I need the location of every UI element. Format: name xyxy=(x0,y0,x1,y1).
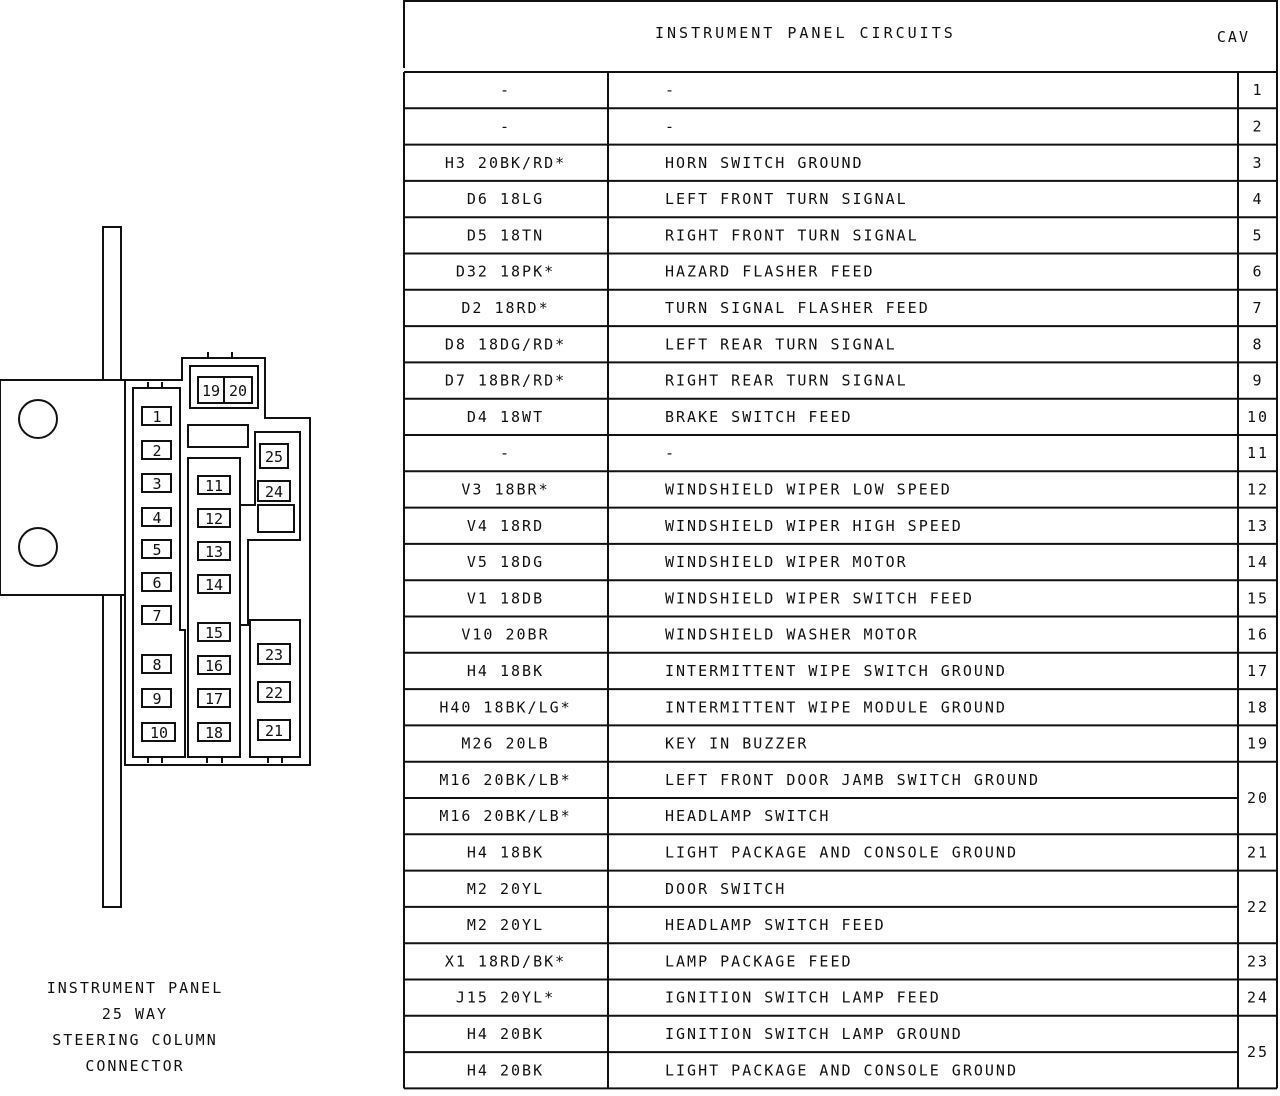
circuit-function: - xyxy=(665,117,677,136)
circuit-code: D4 18WT xyxy=(466,407,545,426)
cavity-label: 16 xyxy=(204,657,224,675)
circuit-function: HEADLAMP SWITCH FEED xyxy=(665,916,886,935)
circuit-function: KEY IN BUZZER xyxy=(665,734,809,753)
cav-number: 2 xyxy=(1252,117,1264,136)
circuit-code: M16 20BK/LB* xyxy=(439,770,572,789)
circuit-function: LEFT FRONT TURN SIGNAL xyxy=(665,190,908,209)
cavity-label: 8 xyxy=(152,656,162,674)
circuit-function: WINDSHIELD WIPER HIGH SPEED xyxy=(665,516,963,535)
circuit-function: INTERMITTENT WIPE MODULE GROUND xyxy=(665,698,1007,717)
circuit-function: WINDSHIELD WIPER LOW SPEED xyxy=(665,480,952,499)
circuit-code: - xyxy=(499,444,512,463)
circuit-code: D6 18LG xyxy=(466,190,545,209)
middle-cavity-column xyxy=(188,458,240,757)
cav-number: 25 xyxy=(1246,1043,1270,1062)
circuit-function: RIGHT REAR TURN SIGNAL xyxy=(665,371,908,390)
circuit-function: HAZARD FLASHER FEED xyxy=(665,262,875,281)
pocket-inner xyxy=(258,505,294,532)
cav-number: 1 xyxy=(1252,81,1264,100)
circuit-function: LAMP PACKAGE FEED xyxy=(665,952,853,971)
cav-number: 24 xyxy=(1246,988,1270,1007)
bracket-stem-bottom xyxy=(103,595,121,907)
circuit-code: H4 18BK xyxy=(466,661,545,680)
cav-number: 18 xyxy=(1246,698,1270,717)
cavity-label: 24 xyxy=(264,483,284,501)
cav-number: 8 xyxy=(1252,335,1264,354)
circuit-code: V5 18DG xyxy=(466,553,545,572)
cav-number: 5 xyxy=(1252,226,1264,245)
cavity-label: 21 xyxy=(264,722,284,740)
cav-number: 16 xyxy=(1246,625,1270,644)
cavity-label: 12 xyxy=(204,510,224,528)
connector-caption xyxy=(20,975,250,1079)
mounting-hole-top xyxy=(19,400,57,438)
cav-number: 12 xyxy=(1246,480,1270,499)
circuit-code: M2 20YL xyxy=(466,879,545,898)
circuit-code: H40 18BK/LG* xyxy=(439,698,572,717)
circuit-code: H4 20BK xyxy=(466,1024,545,1043)
circuit-function: HEADLAMP SWITCH xyxy=(665,807,831,826)
cavity-label: 14 xyxy=(204,576,224,594)
circuit-function: LEFT REAR TURN SIGNAL xyxy=(665,335,897,354)
circuit-code: - xyxy=(499,117,512,136)
connector-outline xyxy=(0,227,310,907)
circuit-function: IGNITION SWITCH LAMP GROUND xyxy=(665,1024,963,1043)
circuit-code: D7 18BR/RD* xyxy=(444,371,567,390)
circuit-code: V1 18DB xyxy=(466,589,545,608)
cavity-label: 20 xyxy=(228,382,248,400)
table-title: INSTRUMENT PANEL CIRCUITS xyxy=(655,24,956,42)
circuit-code: M16 20BK/LB* xyxy=(439,807,572,826)
cavity-label: 18 xyxy=(204,724,224,742)
circuit-function: - xyxy=(665,444,677,463)
bracket-stem-top xyxy=(103,227,121,380)
cavity-label: 6 xyxy=(152,574,162,592)
circuit-code: V4 18RD xyxy=(466,516,545,535)
circuit-code: X1 18RD/BK* xyxy=(444,952,567,971)
cavity-label: 9 xyxy=(152,690,162,708)
circuit-code: M2 20YL xyxy=(466,916,545,935)
cav-number: 13 xyxy=(1246,516,1270,535)
caption-line: CONNECTOR xyxy=(85,1057,185,1075)
circuit-table xyxy=(403,0,1278,1092)
cav-number: 15 xyxy=(1246,589,1270,608)
mounting-hole-bottom xyxy=(19,528,57,566)
cavity-label: 17 xyxy=(204,690,224,708)
cav-number: 20 xyxy=(1246,789,1270,807)
cav-number: 17 xyxy=(1246,661,1270,680)
circuit-code: V3 18BR* xyxy=(461,480,550,499)
cavity-label: 22 xyxy=(264,684,284,702)
cavity-label: 5 xyxy=(152,541,162,559)
circuit-function: HORN SWITCH GROUND xyxy=(665,153,864,172)
circuit-code: - xyxy=(499,81,512,100)
cavity-label: 19 xyxy=(201,382,221,400)
circuit-function: IGNITION SWITCH LAMP FEED xyxy=(665,988,941,1007)
cav-number: 10 xyxy=(1246,407,1270,426)
circuit-code: H4 18BK xyxy=(466,843,545,862)
caption-line: INSTRUMENT PANEL xyxy=(46,979,224,997)
cav-number: 9 xyxy=(1252,371,1264,390)
cavity-label: 1 xyxy=(152,408,162,426)
cav-number: 14 xyxy=(1246,553,1270,572)
caption-line: STEERING COLUMN xyxy=(52,1031,218,1049)
cav-number: 21 xyxy=(1246,843,1270,862)
table-grid xyxy=(403,0,1278,1092)
top-bar xyxy=(188,425,248,447)
circuit-function: LIGHT PACKAGE AND CONSOLE GROUND xyxy=(665,1061,1018,1080)
mounting-bracket xyxy=(0,380,125,595)
circuit-function: WINDSHIELD WIPER MOTOR xyxy=(665,553,908,572)
cavity-label: 10 xyxy=(149,724,169,742)
cav-number: 19 xyxy=(1246,734,1270,753)
cavity-label: 25 xyxy=(264,448,284,466)
circuit-function: LIGHT PACKAGE AND CONSOLE GROUND xyxy=(665,843,1018,862)
cav-number: 4 xyxy=(1252,190,1264,209)
circuit-function: WINDSHIELD WIPER SWITCH FEED xyxy=(665,589,974,608)
cav-number: 11 xyxy=(1246,444,1270,463)
circuit-code: D2 18RD* xyxy=(461,298,550,317)
circuit-function: BRAKE SWITCH FEED xyxy=(665,407,853,426)
connector-diagram xyxy=(0,0,400,960)
circuit-code: M26 20LB xyxy=(461,734,550,753)
cavity-label: 23 xyxy=(264,646,284,664)
circuit-code: H3 20BK/RD* xyxy=(444,153,567,172)
circuit-code: D8 18DG/RD* xyxy=(444,335,567,354)
circuit-function: TURN SIGNAL FLASHER FEED xyxy=(665,298,930,317)
circuit-function: INTERMITTENT WIPE SWITCH GROUND xyxy=(665,661,1007,680)
circuit-code: J15 20YL* xyxy=(455,988,556,1007)
circuit-function: RIGHT FRONT TURN SIGNAL xyxy=(665,226,919,245)
circuit-function: DOOR SWITCH xyxy=(665,879,787,898)
circuit-function: LEFT FRONT DOOR JAMB SWITCH GROUND xyxy=(665,770,1041,789)
cav-header: CAV xyxy=(1216,28,1250,46)
cavity-label: 15 xyxy=(204,624,224,642)
cav-number: 7 xyxy=(1252,298,1264,317)
cav-number: 23 xyxy=(1246,952,1270,971)
cavity-label: 13 xyxy=(204,543,224,561)
circuit-code: V10 20BR xyxy=(461,625,550,644)
cavity-label: 7 xyxy=(152,607,162,625)
circuit-code: D5 18TN xyxy=(466,226,545,245)
cavity-label: 11 xyxy=(204,477,224,495)
circuit-code: D32 18PK* xyxy=(455,262,556,281)
caption-line: 25 WAY xyxy=(101,1005,169,1023)
circuit-code: H4 20BK xyxy=(466,1061,545,1080)
cav-number: 22 xyxy=(1246,897,1270,916)
cavity-label: 3 xyxy=(152,475,162,493)
circuit-function: - xyxy=(665,81,677,100)
cav-number: 3 xyxy=(1252,153,1264,172)
cavity-label: 2 xyxy=(152,442,162,460)
cav-number: 6 xyxy=(1252,262,1264,281)
circuit-function: WINDSHIELD WASHER MOTOR xyxy=(665,625,919,644)
cavity-label: 4 xyxy=(152,509,162,527)
